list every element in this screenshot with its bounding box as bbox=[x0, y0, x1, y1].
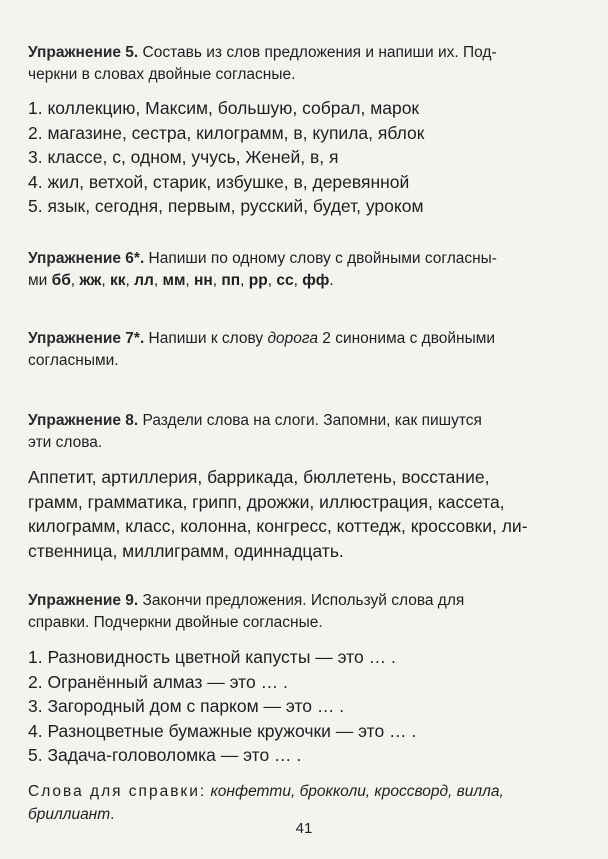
letter-pair: бб bbox=[51, 272, 71, 289]
separator: , bbox=[153, 272, 163, 289]
page-number: 41 bbox=[295, 820, 313, 837]
exercise-8 bbox=[28, 410, 582, 563]
letter-pair: лл bbox=[134, 272, 154, 289]
letter-pair: фф bbox=[302, 272, 330, 289]
hint-label: Слова для справки: bbox=[28, 782, 207, 800]
letter-pair: нн bbox=[194, 272, 213, 289]
exercise-9-title: Упражнение 9. bbox=[28, 592, 139, 609]
exercise-9-text-line1: Закончи предложения. Используй слова для bbox=[138, 592, 465, 609]
exercise-9-task bbox=[28, 590, 582, 634]
exercise-6-prefix: ми bbox=[28, 272, 52, 289]
exercise-5-items bbox=[28, 96, 582, 219]
separator: , bbox=[125, 272, 135, 289]
separator: , bbox=[185, 272, 195, 289]
exercise-6 bbox=[28, 248, 582, 292]
exercise-8-title: Упражнение 8. bbox=[28, 412, 139, 429]
list-item: 4. Разноцветные бумажные кружочки — это … . bbox=[28, 720, 417, 741]
letter-pair: рр bbox=[248, 272, 268, 289]
exercise-9 bbox=[28, 590, 582, 826]
exercise-5-text-line1: Составь из слов предложения и напиши их. Под- bbox=[138, 44, 497, 61]
list-item: 5. язык, сегодня, первым, русский, будет, уроком bbox=[28, 196, 424, 216]
exercise-7 bbox=[28, 328, 582, 372]
exercise-7-text-line2: согласными. bbox=[28, 352, 119, 369]
list-item: 3. классе, с, одном, учусь, Женей, в, я bbox=[28, 147, 339, 167]
separator: , bbox=[240, 272, 249, 289]
list-item: 4. жил, ветхой, старик, избушке, в, деревянной bbox=[28, 171, 410, 192]
separator: , bbox=[212, 272, 222, 289]
exercise-8-task bbox=[28, 410, 582, 454]
exercise-7-title: Упражнение 7*. bbox=[28, 330, 145, 347]
separator: , bbox=[293, 272, 303, 289]
exercise-5-title: Упражнение 5. bbox=[28, 44, 139, 61]
list-item: 1. Разновидность цветной капусты — это … . bbox=[28, 647, 396, 667]
exercise-9-text-line2: справки. Подчеркни двойные согласные. bbox=[28, 614, 323, 631]
separator: , bbox=[267, 272, 277, 289]
list-item: 1. коллекцию, Максим, большую, собрал, марок bbox=[28, 98, 420, 118]
letter-pair: мм bbox=[162, 272, 186, 289]
text-line: грамм, грамматика, грипп, дрожжи, иллюстрация, кассета, bbox=[28, 491, 505, 512]
exercise-7-text-pre: Напиши к слову bbox=[144, 330, 268, 347]
text-line: килограмм, класс, колонна, конгресс, коттедж, кроссовки, ли- bbox=[28, 516, 528, 536]
letter-pair: кк bbox=[110, 272, 126, 289]
exercise-5 bbox=[28, 42, 582, 219]
exercise-7-keyword: дорога bbox=[267, 330, 318, 347]
exercise-6-text-line1: Напиши по одному слову с двойными согласны- bbox=[144, 250, 497, 267]
hint-period: . bbox=[110, 805, 115, 823]
list-item: 2. магазине, сестра, килограмм, в, купила, яблок bbox=[28, 122, 425, 143]
letter-pair: сс bbox=[276, 272, 294, 289]
exercise-5-task bbox=[28, 42, 582, 86]
exercise-8-text-line2: эти слова. bbox=[28, 434, 103, 451]
period: . bbox=[329, 272, 334, 289]
list-item: 2. Огранённый алмаз — это … . bbox=[28, 671, 288, 692]
exercise-6-task bbox=[28, 248, 582, 292]
separator: , bbox=[101, 272, 111, 289]
exercise-8-words bbox=[28, 465, 582, 563]
exercise-9-hint bbox=[28, 780, 582, 826]
exercise-8-text-line1: Раздели слова на слоги. Запомни, как пишутся bbox=[138, 412, 482, 429]
list-item: 5. Задача-головоломка — это … . bbox=[28, 745, 302, 765]
separator: , bbox=[70, 272, 80, 289]
exercise-9-items bbox=[28, 645, 582, 768]
list-item: 3. Загородный дом с парком — это … . bbox=[28, 696, 345, 716]
text-line: Аппетит, артиллерия, баррикада, бюллетень, восстание, bbox=[28, 467, 490, 487]
hint-words-line2: бриллиант bbox=[28, 805, 111, 823]
letter-pair: жж bbox=[79, 272, 102, 289]
exercise-6-title: Упражнение 6*. bbox=[28, 250, 145, 267]
letter-pair: пп bbox=[221, 272, 241, 289]
exercise-6-letters bbox=[28, 272, 334, 289]
exercise-5-text-line2: черкни в словах двойные согласные. bbox=[28, 66, 296, 83]
exercise-7-task bbox=[28, 328, 582, 372]
exercise-7-text-post: 2 синонима с двойными bbox=[317, 330, 496, 347]
hint-words-line1: конфетти, брокколи, кроссворд, вилла, bbox=[206, 782, 504, 800]
text-line: ственница, миллиграмм, одиннадцать. bbox=[28, 540, 344, 561]
